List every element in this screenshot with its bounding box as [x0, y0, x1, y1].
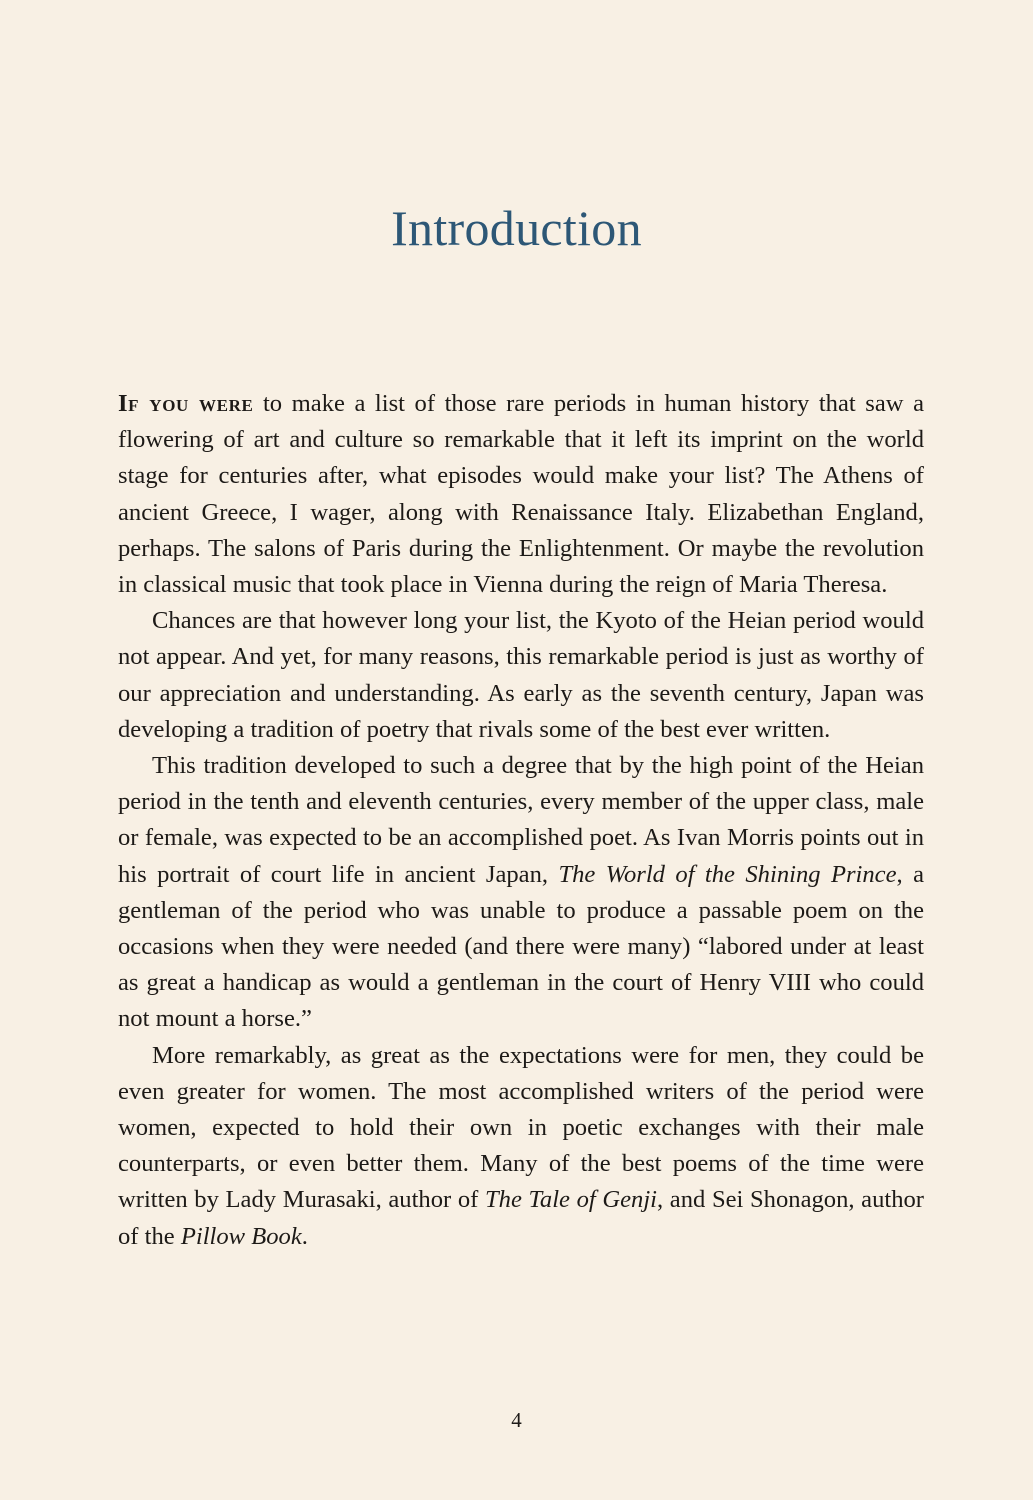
book-title-italic: Pillow Book — [180, 1222, 302, 1250]
page-number: 4 — [511, 1408, 522, 1432]
paragraph-1 — [118, 386, 924, 603]
paragraph-3 — [118, 748, 924, 1038]
paragraph-text: , a gentleman of the period who was unable to produce a passable poem on the occasions when they were needed (and there were many) “labored under at least as great a handicap as would a gentleman in the court of Henry VIII who could not mount a horse.” — [118, 860, 924, 1033]
paragraph-text: This tradition developed to such a degree that by the high point of the Heian period in the tenth and eleventh centuries, every member of the upper class, male or female, was expected to be an accomplished poet. As Ivan Morris points out in his portrait of court life in ancient Japan, — [118, 752, 924, 888]
body-text — [118, 386, 924, 1255]
paragraph-2 — [118, 603, 924, 748]
paragraph-text: More remarkably, as great as the expectations were for men, they could be even greater for women. The most accomplished writers of the period were women, expected to hold their own in poetic exchanges with their male counterparts, or even better them. Many of the best poems of the time were written by Lady Murasaki, author of — [118, 1041, 924, 1214]
chapter-title: Introduction — [391, 200, 642, 256]
paragraph-text: . — [301, 1222, 308, 1250]
paragraph-text: , and Sei Shonagon, author of the — [118, 1186, 924, 1250]
paragraph-lead-in: If you were — [118, 390, 254, 417]
paragraph-4 — [118, 1038, 924, 1255]
book-title-italic: The Tale of Genji — [484, 1186, 658, 1214]
paragraph-text: Chances are that however long your list, the Kyoto of the Heian period would not appear. And yet, for many reasons, this remarkable period is just as worthy of our appreciation and understanding. As early as the seventh century, Japan was developing a tradition of poetry that rivals some of the best ever written. — [118, 607, 924, 743]
paragraph-text: to make a list of those rare periods in human history that saw a flowering of art and culture so remarkable that it left its imprint on the world stage for centuries after, what episodes would make your list? The Athens of ancient Greece, I wager, along with Renaissance Italy. Elizabethan England, perhaps. The salons of Paris during the Enlightenment. Or maybe the revolution in classical music that took place in Vienna during the reign of Maria Theresa. — [118, 390, 924, 599]
book-title-italic: The World of the Shining Prince — [558, 860, 897, 888]
